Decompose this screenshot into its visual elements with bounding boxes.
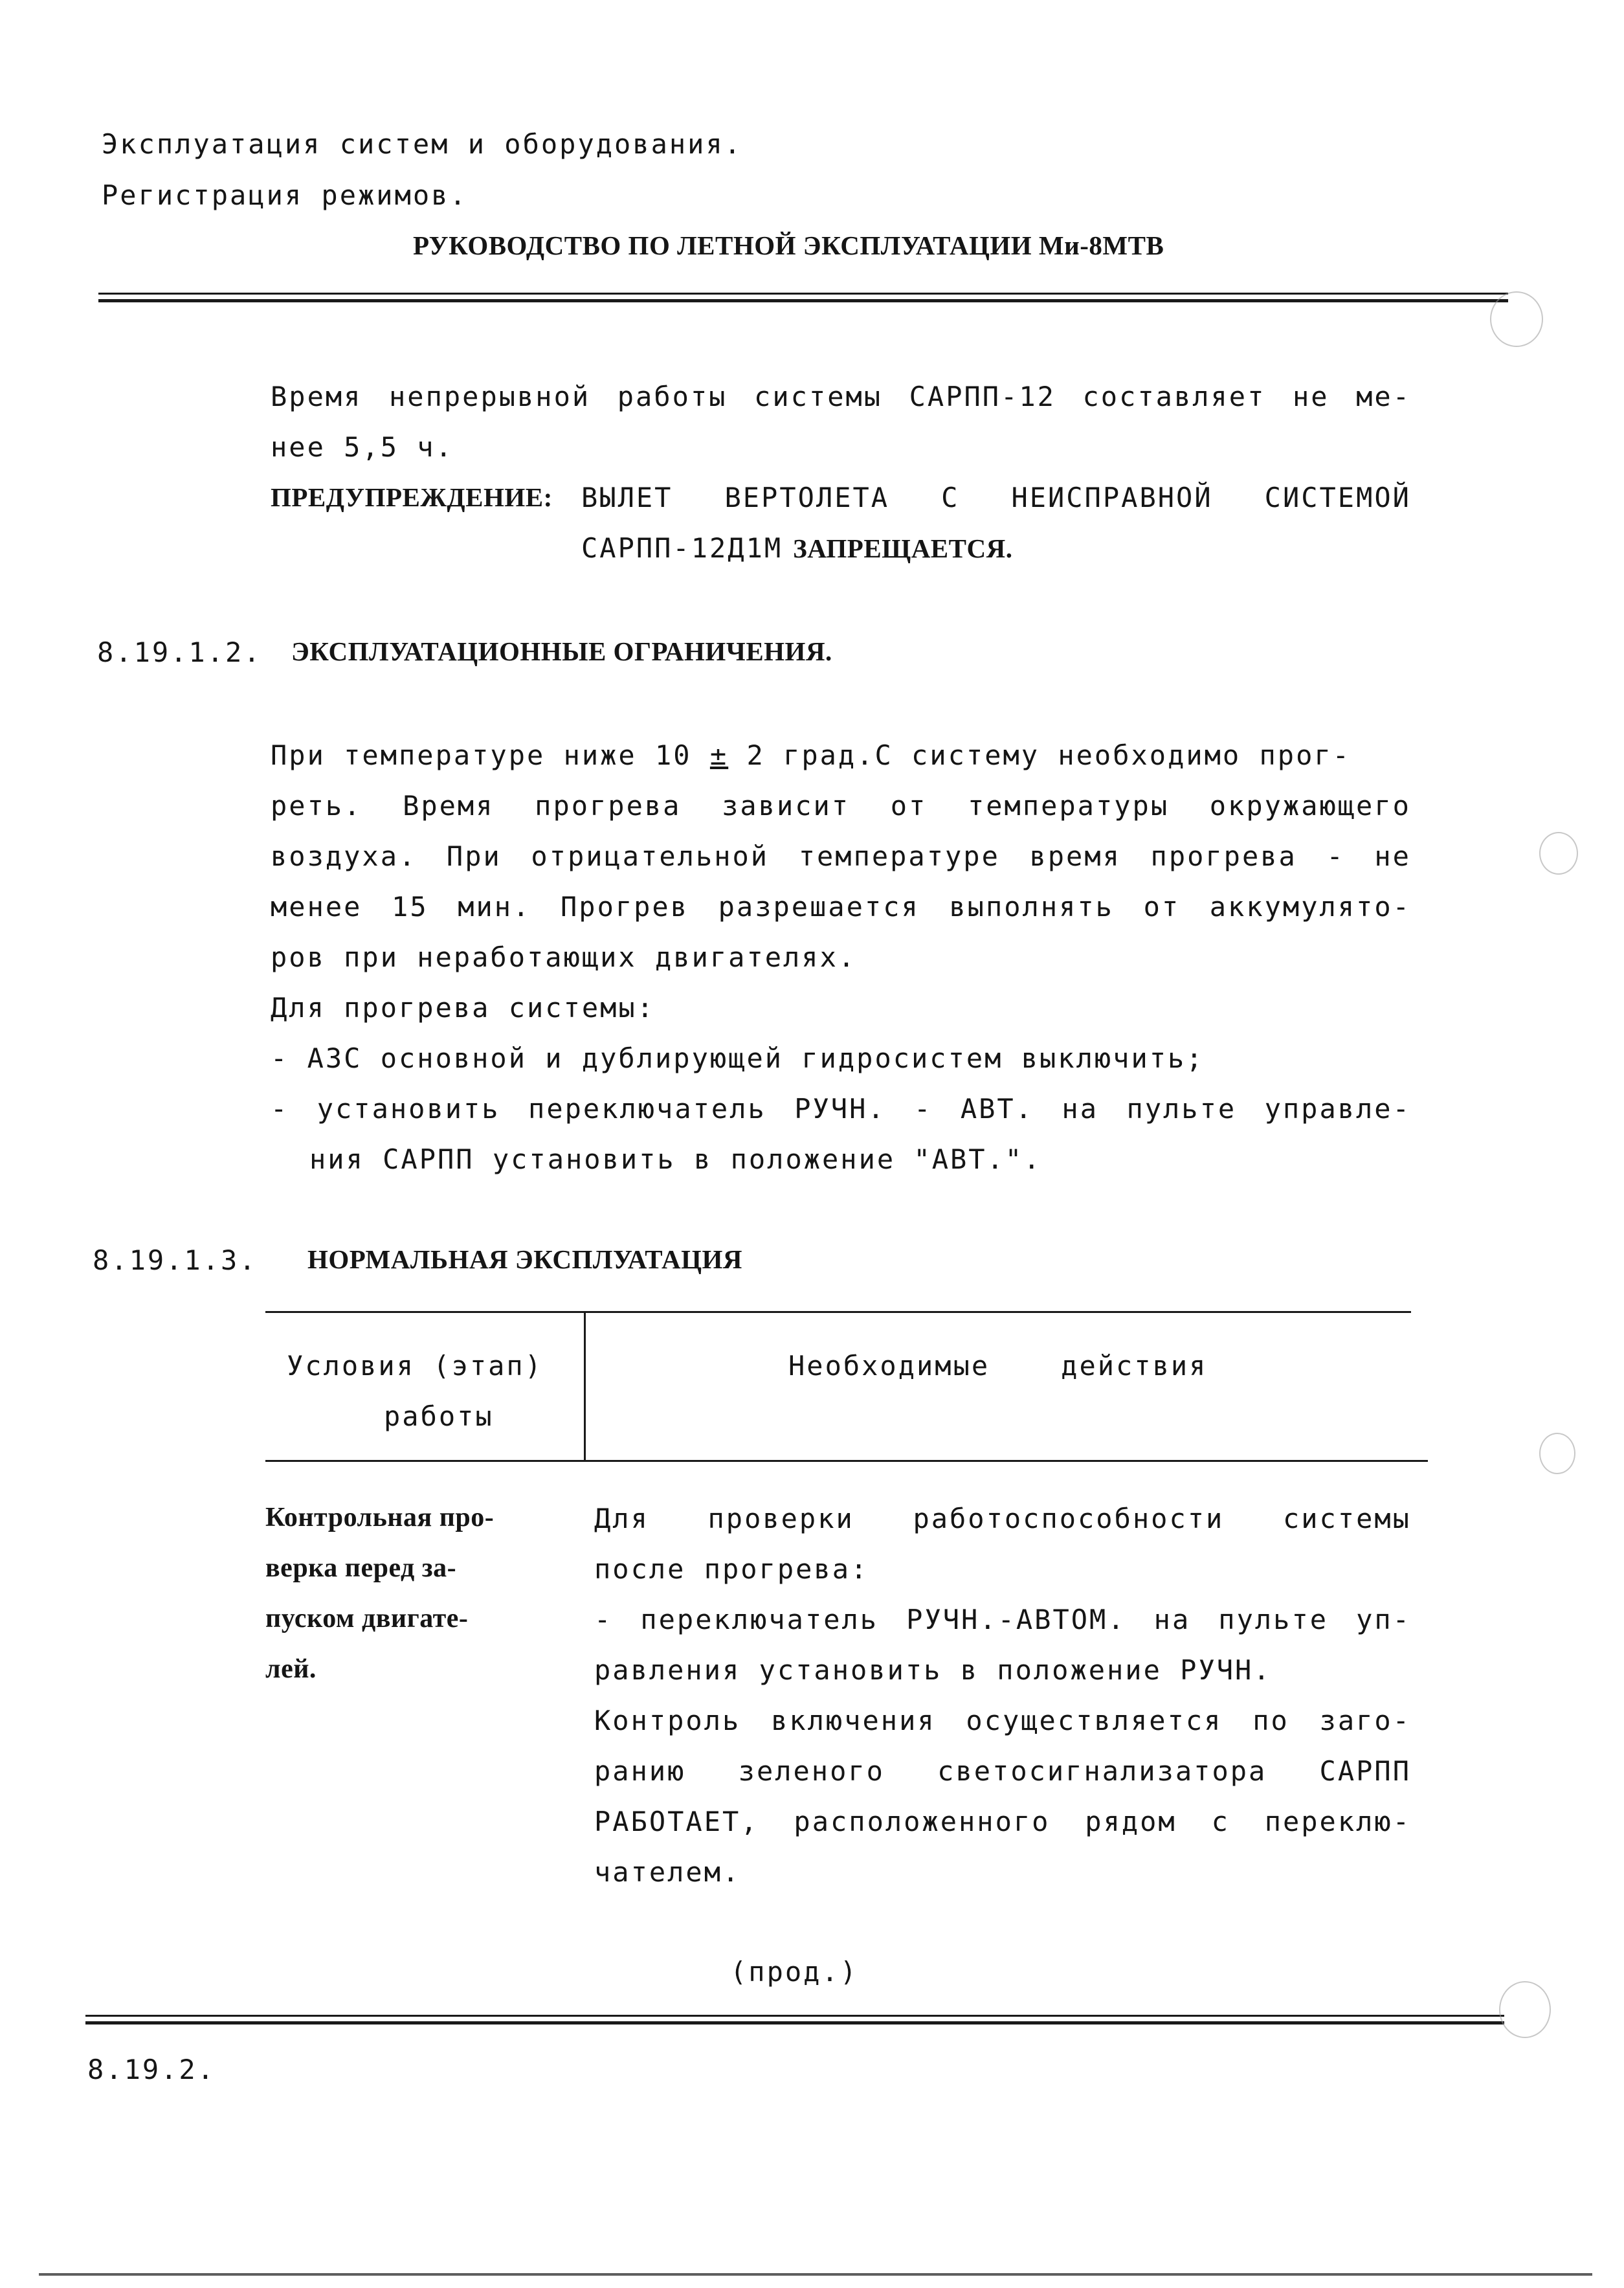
word: действия (1061, 1350, 1208, 1382)
word: температуре (798, 840, 1000, 872)
limits-line-4 (271, 891, 1411, 923)
word: - (271, 1093, 289, 1125)
word: пульте (1126, 1093, 1237, 1125)
word: При (446, 840, 502, 872)
list-intro: Для прогрева системы: (271, 992, 656, 1024)
word: работоспособности (913, 1503, 1225, 1534)
header-rule-top (98, 293, 1508, 295)
action-line-4: равления установить в положение РУЧН. (594, 1654, 1272, 1686)
plus-minus: ± (709, 739, 729, 771)
word: осуществляется (966, 1705, 1223, 1736)
action-line-2: после прогрева: (594, 1553, 869, 1585)
page-number: 8.19.2. (87, 2054, 216, 2085)
word: СИСТЕМОЙ (1264, 482, 1411, 513)
condition-line-1: Контрольная про- (265, 1503, 495, 1532)
word: от (1143, 891, 1181, 923)
action-line-1 (594, 1503, 1411, 1534)
word: С (941, 482, 960, 513)
word: переключатель (528, 1093, 766, 1125)
word: на (1062, 1093, 1098, 1125)
word: РУЧН. (794, 1093, 886, 1125)
word: зависит (722, 790, 851, 822)
action-line-7 (594, 1806, 1411, 1837)
word: не (1374, 840, 1411, 872)
word: Время (271, 381, 362, 412)
binder-hole-mark (1539, 832, 1578, 875)
word: разрешается (718, 891, 920, 923)
word: Прогрев (561, 891, 689, 923)
header-line-1: Эксплуатация систем и оборудования. (102, 128, 743, 160)
word: составляет (1082, 381, 1266, 412)
word: отрицательной (531, 840, 770, 872)
word: ме- (1356, 381, 1411, 412)
word: прогрева (535, 790, 682, 822)
word: аккумулято- (1209, 891, 1411, 923)
footer-rule-bottom (85, 2021, 1504, 2024)
action-line-6 (594, 1755, 1411, 1787)
scan-bottom-edge (39, 2273, 1592, 2276)
binder-hole-mark (1539, 1433, 1575, 1474)
word: непрерывной (389, 381, 591, 412)
warning-line-2 (581, 532, 1012, 564)
table-column-divider (584, 1313, 586, 1462)
word: не (1292, 381, 1329, 412)
word: включения (771, 1705, 936, 1736)
word: прогрева (1150, 840, 1297, 872)
table-top-rule (265, 1311, 1411, 1313)
footer-rule-top (85, 2015, 1504, 2017)
word: менее (271, 891, 362, 923)
intro-line-1 (271, 381, 1411, 412)
word: ВЫЛЕТ (581, 482, 673, 513)
word: светосигнализатора (937, 1755, 1267, 1787)
word: Время (403, 790, 495, 822)
binder-hole-mark (1490, 291, 1543, 347)
word: переключатель (640, 1604, 879, 1635)
word: НЕИСПРАВНОЙ (1011, 482, 1213, 513)
warning-system-name: САРПП-12Д1М (581, 532, 783, 564)
header-line-2: Регистрация режимов. (102, 179, 468, 211)
table-header-col1-line1: Условия (этап) (287, 1350, 544, 1382)
word: рядом (1085, 1806, 1177, 1837)
word: Для (594, 1503, 649, 1534)
word: на (1153, 1604, 1191, 1635)
word: пульте (1218, 1604, 1329, 1635)
list-item-2 (271, 1093, 1411, 1125)
word: РАБОТАЕТ, (594, 1806, 759, 1837)
word: системы (1282, 1503, 1411, 1534)
word: управле- (1264, 1093, 1411, 1125)
condition-line-2: верка перед за- (265, 1553, 457, 1583)
word: РУЧН.-АВТОМ. (906, 1604, 1126, 1635)
condition-line-4: лей. (265, 1654, 317, 1684)
table-header-col1-line2: работы (384, 1400, 494, 1432)
word: САРПП (1319, 1755, 1411, 1787)
text: 2 град.С систему необходимо прог- (746, 739, 1351, 771)
table-header-rule (265, 1460, 1428, 1462)
header-rule-bottom (98, 299, 1508, 302)
word: окружающего (1209, 790, 1411, 822)
word: АВТ. (960, 1093, 1034, 1125)
action-line-3 (594, 1604, 1411, 1635)
section-title-8-19-1-2: ЭКСПЛУАТАЦИОННЫЕ ОГРАНИЧЕНИЯ. (291, 636, 832, 666)
limits-line-1 (271, 739, 1351, 771)
word: - (594, 1604, 613, 1635)
word: Контроль (594, 1705, 741, 1736)
word: уп- (1356, 1604, 1411, 1635)
word: установить (317, 1093, 500, 1125)
limits-line-3 (271, 840, 1411, 872)
action-line-5 (594, 1705, 1411, 1736)
continued-marker: (прод.) (730, 1956, 859, 1988)
word: мин. (458, 891, 531, 923)
word: реть. (271, 790, 362, 822)
word: ранию (594, 1755, 686, 1787)
text: При температуре ниже 10 (271, 739, 692, 771)
condition-line-3: пуском двигате- (265, 1604, 469, 1633)
warning-forbidden: ЗАПРЕЩАЕТСЯ. (793, 533, 1013, 563)
word: заго- (1319, 1705, 1411, 1736)
word: системы (754, 381, 883, 412)
section-number-8-19-1-2: 8.19.1.2. (97, 636, 262, 668)
word: выполнять (949, 891, 1114, 923)
word: проверки (707, 1503, 854, 1534)
list-item-1: - АЗС основной и дублирующей гидросистем выключить; (271, 1042, 1205, 1074)
word: от (890, 790, 928, 822)
word: расположенного (794, 1806, 1051, 1837)
table-header-col2 (788, 1350, 1207, 1382)
word: работы (617, 381, 728, 412)
intro-line-2: нее 5,5 ч. (271, 431, 454, 463)
word: 15 (392, 891, 428, 923)
word: с (1211, 1806, 1230, 1837)
word: зеленого (738, 1755, 885, 1787)
limits-line-2 (271, 790, 1411, 822)
binder-hole-mark (1499, 1981, 1551, 2038)
word: Необходимые (788, 1350, 990, 1382)
word: температуры (967, 790, 1170, 822)
section-number-8-19-1-3: 8.19.1.3. (93, 1244, 258, 1276)
list-item-2-cont: ния САРПП установить в положение "АВТ.". (309, 1143, 1042, 1175)
action-line-8: чателем. (594, 1856, 741, 1888)
page-title: РУКОВОДСТВО ПО ЛЕТНОЙ ЭКСПЛУАТАЦИИ Ми-8МТВ (413, 230, 1164, 260)
word: ВЕРТОЛЕТА (724, 482, 890, 513)
word: - (914, 1093, 933, 1125)
word: по (1252, 1705, 1289, 1736)
word: время (1029, 840, 1121, 872)
word: САРПП-12 (909, 381, 1056, 412)
word: воздуха. (271, 840, 417, 872)
word: переклю- (1264, 1806, 1411, 1837)
warning-line-1 (581, 482, 1411, 513)
warning-label: ПРЕДУПРЕЖДЕНИЕ: (271, 482, 553, 512)
word: - (1326, 840, 1345, 872)
section-title-8-19-1-3: НОРМАЛЬНАЯ ЭКСПЛУАТАЦИЯ (307, 1244, 743, 1274)
limits-line-5: ров при неработающих двигателях. (271, 941, 857, 973)
